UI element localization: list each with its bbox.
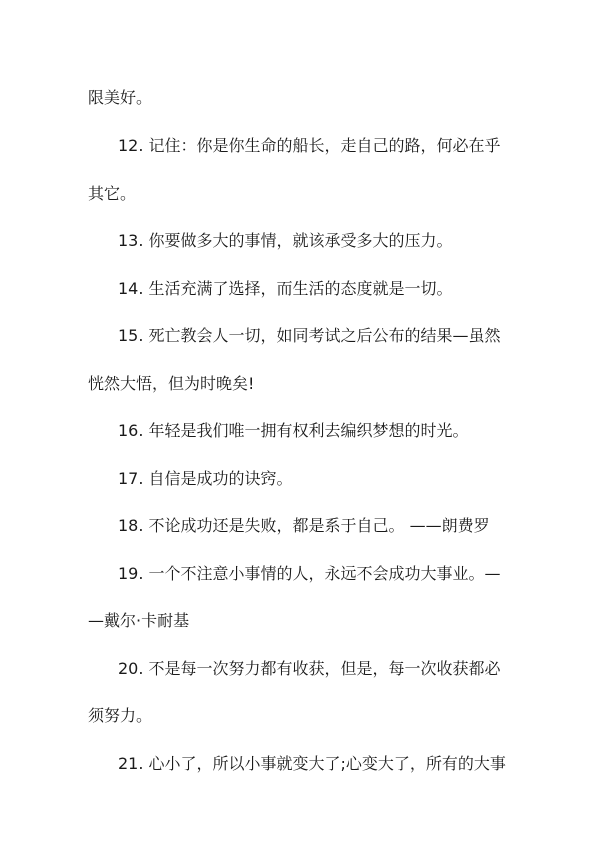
- quote-19-line-2: —戴尔·卡耐基: [88, 611, 190, 630]
- quote-15-line-2: 恍然大悟，但为时晚矣!: [88, 374, 255, 393]
- quote-16: 16. 年轻是我们唯一拥有权利去编织梦想的时光。: [118, 421, 469, 440]
- quote-19-line-1: 19. 一个不注意小事情的人，永远不会成功大事业。—: [118, 564, 501, 583]
- quote-17: 17. 自信是成功的诀窍。: [118, 469, 293, 488]
- quote-12-line-1: 12. 记住：你是你生命的船长，走自己的路，何必在乎: [118, 136, 501, 155]
- text-line: 限美好。: [88, 88, 153, 107]
- quote-15-line-1: 15. 死亡教会人一切，如同考试之后公布的结果—虽然: [118, 326, 501, 345]
- quote-20-line-1: 20. 不是每一次努力都有收获，但是，每一次收获都必: [118, 659, 501, 678]
- quote-21-line-1: 21. 心小了，所以小事就变大了;心变大了，所有的大事: [118, 754, 506, 773]
- quote-14: 14. 生活充满了选择，而生活的态度就是一切。: [118, 279, 453, 298]
- quote-13: 13. 你要做多大的事情，就该承受多大的压力。: [118, 231, 453, 250]
- quote-20-line-2: 须努力。: [88, 706, 153, 725]
- quote-12-line-2: 其它。: [88, 184, 137, 203]
- quote-18: 18. 不论成功还是失败，都是系于自己。 ——朗费罗: [118, 516, 490, 535]
